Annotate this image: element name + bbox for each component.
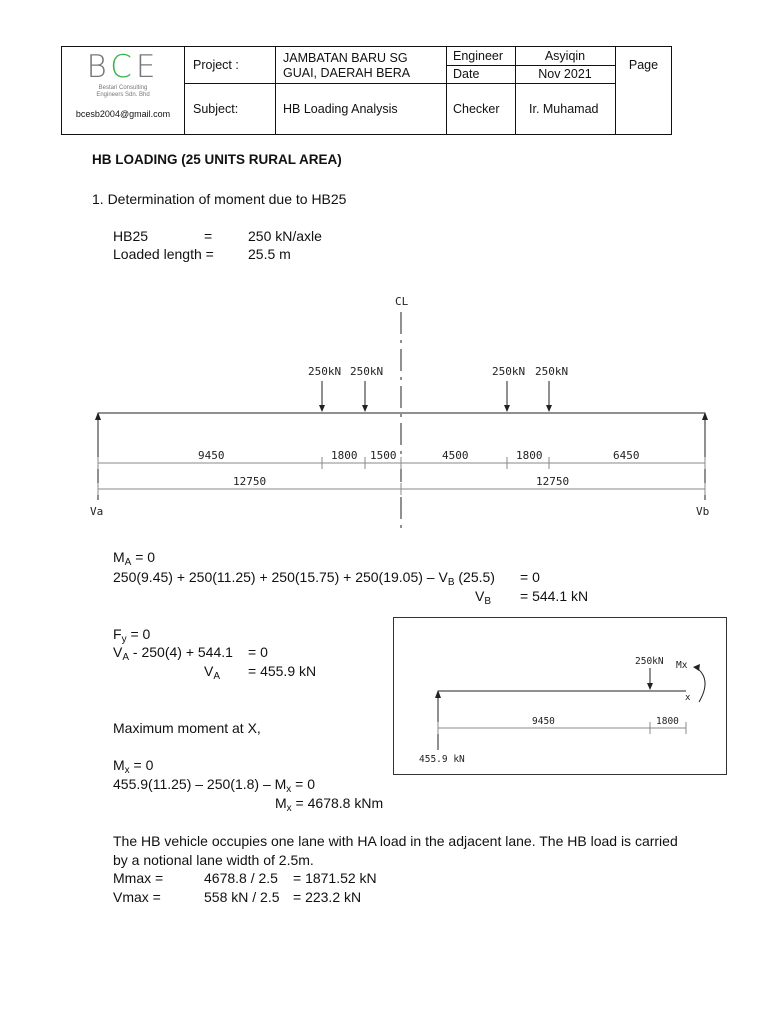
svg-text:250kN: 250kN bbox=[635, 656, 664, 667]
fy-heading: $F_y = 0$ bbox=[113, 626, 151, 645]
project-value-line1: JAMBATAN BARU SG bbox=[283, 51, 408, 65]
header-table bbox=[61, 46, 672, 135]
svg-text:250kN: 250kN bbox=[535, 365, 569, 378]
dim-6450: 6450 bbox=[613, 449, 640, 462]
svg-text:250kN: 250kN bbox=[492, 365, 526, 378]
axle-load-1 bbox=[308, 365, 341, 412]
support-vb-label: Vb bbox=[696, 505, 710, 518]
paragraph-line-2: by a notional lane width of 2.5m. bbox=[113, 852, 314, 868]
ma-heading: $M_A = 0$ bbox=[113, 549, 156, 568]
engineer-value: Asyiqin bbox=[544, 49, 586, 63]
project-label: Project : bbox=[193, 58, 239, 72]
vmax-expression: 558 kN / 2.5 bbox=[204, 889, 280, 905]
company-logo: BCE Bestari Consulting Engineers Sdn. Bhd bbox=[86, 49, 160, 98]
mmax-expression: 4678.8 / 2.5 bbox=[204, 870, 278, 886]
svg-text:250kN: 250kN bbox=[350, 365, 384, 378]
subject-value: HB Loading Analysis bbox=[283, 102, 398, 116]
fbd-dim-9450: 9450 bbox=[532, 716, 555, 727]
dim-12750-left: 12750 bbox=[233, 475, 267, 488]
svg-text:Mx: Mx bbox=[676, 660, 688, 671]
axle-load-4 bbox=[535, 365, 568, 412]
vmax-result: = 223.2 kN bbox=[293, 889, 362, 905]
va-result: = 455.9 kN bbox=[248, 663, 317, 679]
mx-heading: $M_x = 0$ bbox=[113, 757, 154, 776]
dim-4500: 4500 bbox=[442, 449, 469, 462]
company-email: bcesb2004@gmail.com bbox=[75, 109, 171, 119]
mmax-label: Mmax = bbox=[113, 870, 164, 886]
svg-text:250kN: 250kN bbox=[308, 365, 342, 378]
free-body-diagram-box bbox=[393, 617, 727, 775]
mmax-result: = 1871.52 kN bbox=[293, 870, 377, 886]
date-value: Nov 2021 bbox=[538, 67, 592, 81]
centerline-label: CL bbox=[395, 295, 409, 308]
vmax-label: Vmax = bbox=[113, 889, 161, 905]
mx-equation: $455.9(11.25) - 250(1.8) - M_x = 0$ bbox=[113, 776, 316, 795]
hb25-equals: = bbox=[204, 228, 213, 244]
hb-beam-diagram bbox=[80, 285, 720, 535]
axle-load-3 bbox=[492, 365, 525, 412]
document-title: HB LOADING (25 UNITS RURAL AREA) bbox=[92, 152, 342, 167]
free-body-diagram bbox=[394, 618, 726, 774]
checker-label: Checker bbox=[453, 102, 500, 116]
fbd-moment bbox=[676, 660, 705, 702]
project-value-line2: GUAI, DAERAH BERA bbox=[283, 66, 411, 80]
fbd-point-x: x bbox=[685, 693, 691, 703]
ma-equation: $250(9.45) + 250(11.25) + 250(15.75) + 250(19.05) - V_B$ (25.5) bbox=[113, 569, 495, 588]
date-label: Date bbox=[453, 67, 480, 81]
vb-symbol: $V_B$ bbox=[475, 588, 492, 607]
dim-1800-a: 1800 bbox=[331, 449, 358, 462]
hb25-label: HB25 bbox=[113, 228, 149, 244]
step-1-heading: 1. Determination of moment due to HB25 bbox=[92, 191, 347, 207]
dim-12750-right: 12750 bbox=[536, 475, 570, 488]
ma-equation-result: = 0 bbox=[520, 569, 540, 585]
dim-1500: 1500 bbox=[370, 449, 397, 462]
support-va-label: Va bbox=[90, 505, 104, 518]
fy-equation: $V_A - 250(4) + 544.1$ bbox=[113, 644, 233, 663]
fbd-dim-1800: 1800 bbox=[656, 716, 679, 727]
subject-label: Subject: bbox=[193, 102, 239, 116]
engineer-label: Engineer bbox=[453, 49, 504, 63]
loaded-length-label: Loaded length = bbox=[113, 246, 214, 262]
vb-result: = 544.1 kN bbox=[520, 588, 589, 604]
dim-1800-b: 1800 bbox=[516, 449, 543, 462]
mx-result: $M_x = 4678.8$ kNm bbox=[275, 795, 384, 814]
checker-value: Ir. Muhamad bbox=[529, 102, 599, 116]
fbd-reaction-label: 455.9 kN bbox=[419, 754, 465, 765]
dim-9450: 9450 bbox=[198, 449, 225, 462]
hb25-value: 250 kN/axle bbox=[248, 228, 322, 244]
paragraph-line-1: The HB vehicle occupies one lane with HA load in the adjacent lane. The HB load is carried bbox=[113, 833, 678, 849]
fbd-load bbox=[635, 656, 664, 690]
fy-equation-result: = 0 bbox=[248, 644, 268, 660]
max-moment-heading: Maximum moment at X, bbox=[113, 720, 261, 736]
page-label: Page bbox=[628, 58, 659, 72]
loaded-length-value: 25.5 m bbox=[248, 246, 291, 262]
axle-load-2 bbox=[350, 365, 383, 412]
va-symbol: $V_A$ bbox=[204, 663, 221, 682]
